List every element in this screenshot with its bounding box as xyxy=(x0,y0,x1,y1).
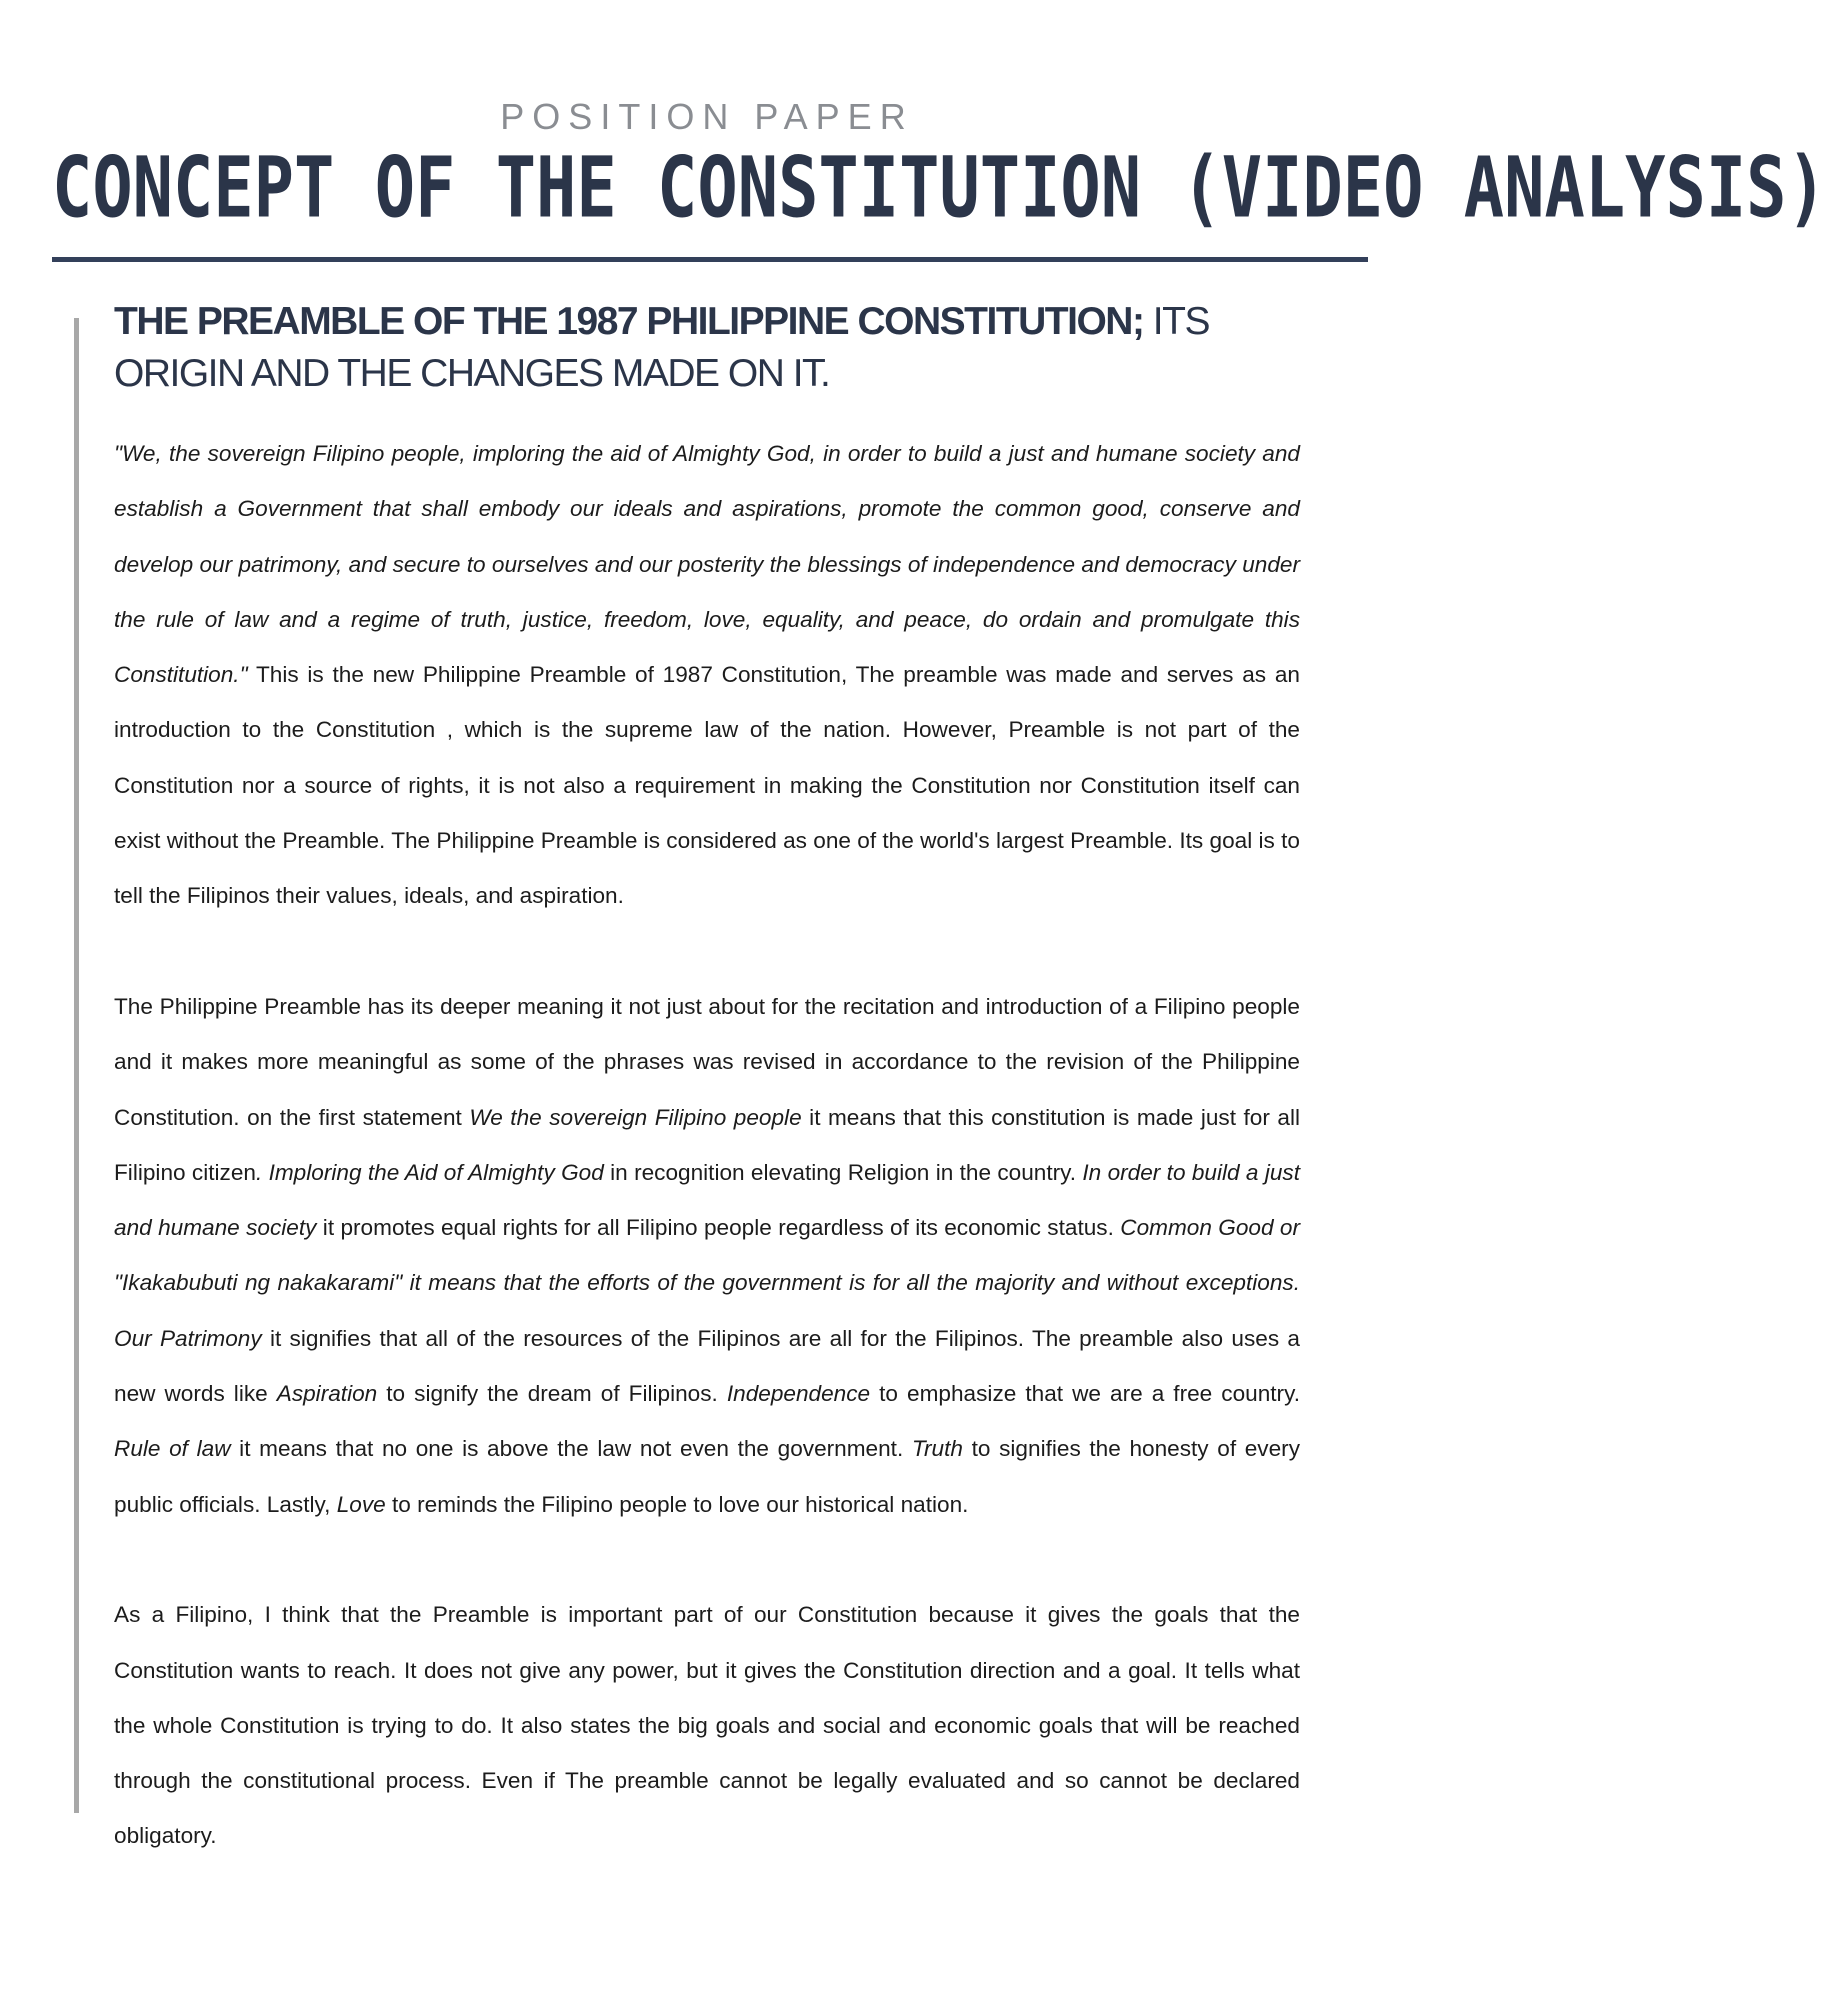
section-heading-bold: THE PREAMBLE OF THE 1987 PHILIPPINE CONSTITUTION; xyxy=(114,300,1144,343)
paragraph-2-text: in recognition elevating Religion in the country. xyxy=(603,1159,1083,1185)
paragraph-2-text: it signifies that all of the resources of the Filipinos are all for the Filipinos. The preamble also uses a new words like xyxy=(114,1325,1300,1407)
emphasis-phrase: Truth xyxy=(911,1436,963,1462)
paragraph-1-text: This is the new Philippine Preamble of 1987 Constitution, The preamble was made and serves as an introduction to the Constitution , which is the supreme law of the nation. However, Preamble is not part of the Constitution nor a source of rights, it is not also a requirement in making the Constitution nor Constitution itself can exist without the Preamble. The Philippine Preamble is considered as one of the world's largest Preamble. Its goal is to tell the Filipinos their values, ideals, and aspiration. xyxy=(114,662,1300,909)
emphasis-phrase: In order to build a just and humane society xyxy=(114,1159,1300,1241)
document-body xyxy=(114,426,1300,1864)
left-accent-bar xyxy=(74,318,79,1813)
section-heading xyxy=(114,296,1300,400)
paragraph-2 xyxy=(114,979,1300,1532)
paragraph-2-text: to signifies the honesty of every public officials. Lastly, xyxy=(114,1436,1300,1517)
emphasis-phrase: Independence xyxy=(726,1381,871,1407)
document-title xyxy=(52,139,1827,237)
section-heading-rest: ITS ORIGIN AND THE CHANGES MADE ON IT. xyxy=(114,300,1209,395)
document-kicker: POSITION PAPER xyxy=(500,96,914,137)
paragraph-3: As a Filipino, I think that the Preamble is important part of our Constitution because it gives the goals that the Constitution wants to reach. It does not give any power, but it gives the Constitution direction and a goal. It tells what the whole Constitution is trying to do. It also states the big goals and social and economic goals that will be reached through the constitutional process. Even if The preamble cannot be legally evaluated and so cannot be declared obligatory. xyxy=(114,1602,1300,1849)
paragraph-2-text: The Philippine Preamble has its deeper meaning it not just about for the recitation and introduction of a Filipino people and it makes more meaningful as some of the phrases was revised in accordance to the revision of the Philippine Constitution. on the first statement xyxy=(114,993,1300,1130)
emphasis-phrase: Common Good or "Ikakabubuti ng nakakarami" it means that the efforts of the government is for all the majority and without exceptions. Our Patrimony xyxy=(114,1215,1301,1351)
paragraph-1 xyxy=(114,426,1300,924)
title-divider xyxy=(52,257,1368,262)
emphasis-phrase: . Imploring the Aid of Almighty God xyxy=(255,1159,604,1185)
emphasis-phrase: Aspiration xyxy=(276,1381,378,1407)
paragraph-2-text: to signify the dream of Filipinos. xyxy=(377,1381,727,1407)
paragraph-2-text: it promotes equal rights for all Filipino people regardless of its economic status. xyxy=(316,1215,1121,1241)
emphasis-phrase: Rule of law xyxy=(114,1436,231,1462)
emphasis-phrase: Love xyxy=(336,1491,386,1517)
paragraph-2-text: to emphasize that we are a free country. xyxy=(870,1381,1300,1407)
document-title-text: CONCEPT OF THE CONSTITUTION (VIDEO ANALYSIS) xyxy=(52,139,1827,237)
emphasis-phrase: We the sovereign Filipino people xyxy=(469,1104,802,1130)
paragraph-2-text: to reminds the Filipino people to love our historical nation. xyxy=(385,1491,969,1517)
paragraph-2-text: it means that no one is above the law not even the government. xyxy=(230,1436,912,1462)
preamble-quote: "We, the sovereign Filipino people, imploring the aid of Almighty God, in order to build a just and humane society and establish a Government that shall embody our ideals and aspirations, promote the common good, conserve and develop our patrimony, and secure to ourselves and our posterity the blessings of independence and democracy under the rule of law and a regime of truth, justice, freedom, love, equality, and peace, do ordain and promulgate this Constitution." xyxy=(114,441,1300,688)
paragraph-2-text: it means that this constitution is made just for all Filipino citizen xyxy=(114,1104,1301,1185)
